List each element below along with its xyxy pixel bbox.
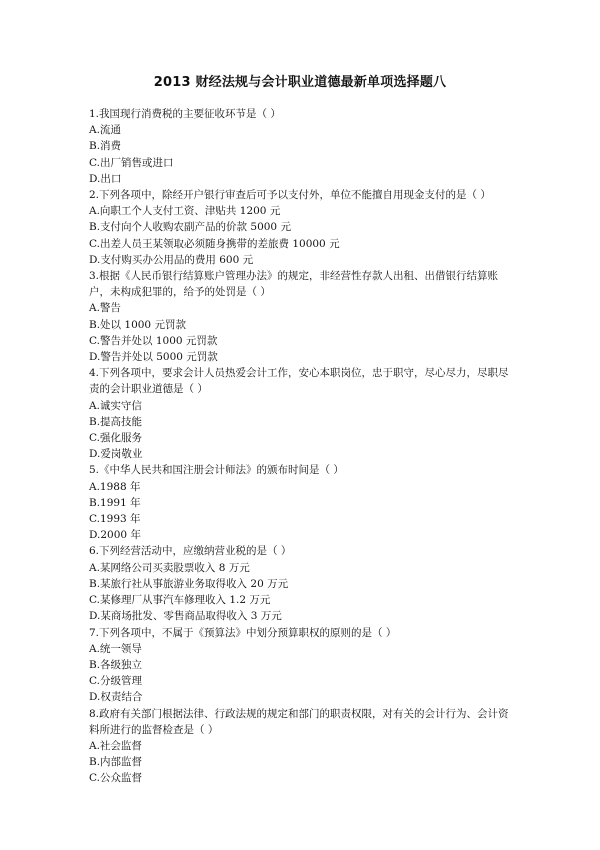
- question-option: A.流通: [89, 124, 121, 137]
- question-option: D.2000 年: [89, 529, 141, 542]
- page-title: 2013 财经法规与会计职业道德最新单项选择题八: [153, 75, 447, 90]
- question-option: A.警告: [89, 302, 121, 315]
- question-option: B.消费: [89, 140, 122, 153]
- question-option: B.1991 年: [89, 496, 141, 509]
- question-stem: 2.下列各项中，除经开户银行审查后可予以支付外，单位不能擅自用现金支付的是（ ）: [89, 189, 491, 202]
- question-option: A.某网络公司买卖股票收入 8 万元: [89, 561, 250, 574]
- question-stem: 7.下列各项中，不属于《预算法》中划分预算职权的原则的是（ ）: [89, 626, 397, 639]
- question-stem: 1.我国现行消费税的主要征收环节是（ ）: [89, 108, 281, 120]
- question-option: B.处以 1000 元罚款: [89, 318, 186, 331]
- question-option: D.出口: [89, 172, 122, 185]
- question-option: A.社会监督: [89, 739, 142, 752]
- question-stem: 4.下列各项中，要求会计人员热爱会计工作，安心本职岗位，忠于职守，尽心尽力，尽职尽责的会计职业道德是（ ）: [89, 367, 509, 396]
- question-option: C.强化服务: [89, 432, 142, 445]
- question-stem: 5.《中华人民共和国注册会计师法》的颁布时间是（ ）: [89, 464, 344, 477]
- question-option: A.1988 年: [89, 480, 141, 493]
- question-option: B.各级独立: [89, 658, 143, 671]
- question-option: C.公众监督: [89, 772, 142, 785]
- question-option: C.1993 年: [89, 513, 141, 526]
- question-option: C.警告并处以 1000 元罚款: [89, 334, 218, 347]
- question-option: C.某修理厂从事汽车修理收入 1.2 万元: [89, 594, 271, 607]
- question-stem: 8.政府有关部门根据法律、行政法规的规定和部门的职责权限，对有关的会计行为、会计资料所进行的监督检查是（ ）: [89, 707, 509, 736]
- question-option: B.支付向个人收购农副产品的价款 5000 元: [89, 221, 291, 234]
- question-option: A.诚实守信: [89, 399, 142, 412]
- question-option: B.内部监督: [89, 756, 143, 769]
- question-option: B.某旅行社从事旅游业务取得收入 20 万元: [89, 577, 289, 590]
- question-option: D.爱岗敬业: [89, 448, 143, 461]
- question-option: D.某商场批发、零售商品取得收入 3 万元: [89, 610, 282, 623]
- question-option: D.权责结合: [89, 691, 143, 704]
- question-option: C.出厂销售或进口: [89, 156, 174, 169]
- question-stem: 6.下列经营活动中，应缴纳营业税的是（ ）: [89, 545, 292, 558]
- question-list: [89, 106, 509, 787]
- question-stem: 3.根据《人民币银行结算账户管理办法》的规定，非经营性存款人出租、出借银行结算账户，未构成犯罪的，给予的处罚是（ ）: [89, 270, 499, 299]
- question-option: C.分级管理: [89, 675, 142, 688]
- question-option: C.出差人员王某领取必须随身携带的差旅费 10000 元: [89, 237, 340, 250]
- question-option: D.警告并处以 5000 元罚款: [89, 351, 218, 364]
- question-option: A.向职工个人支付工资、津贴共 1200 元: [89, 205, 281, 218]
- question-option: B.提高技能: [89, 415, 143, 428]
- question-option: D.支付购买办公用品的费用 600 元: [89, 253, 254, 266]
- question-option: A.统一领导: [89, 642, 142, 655]
